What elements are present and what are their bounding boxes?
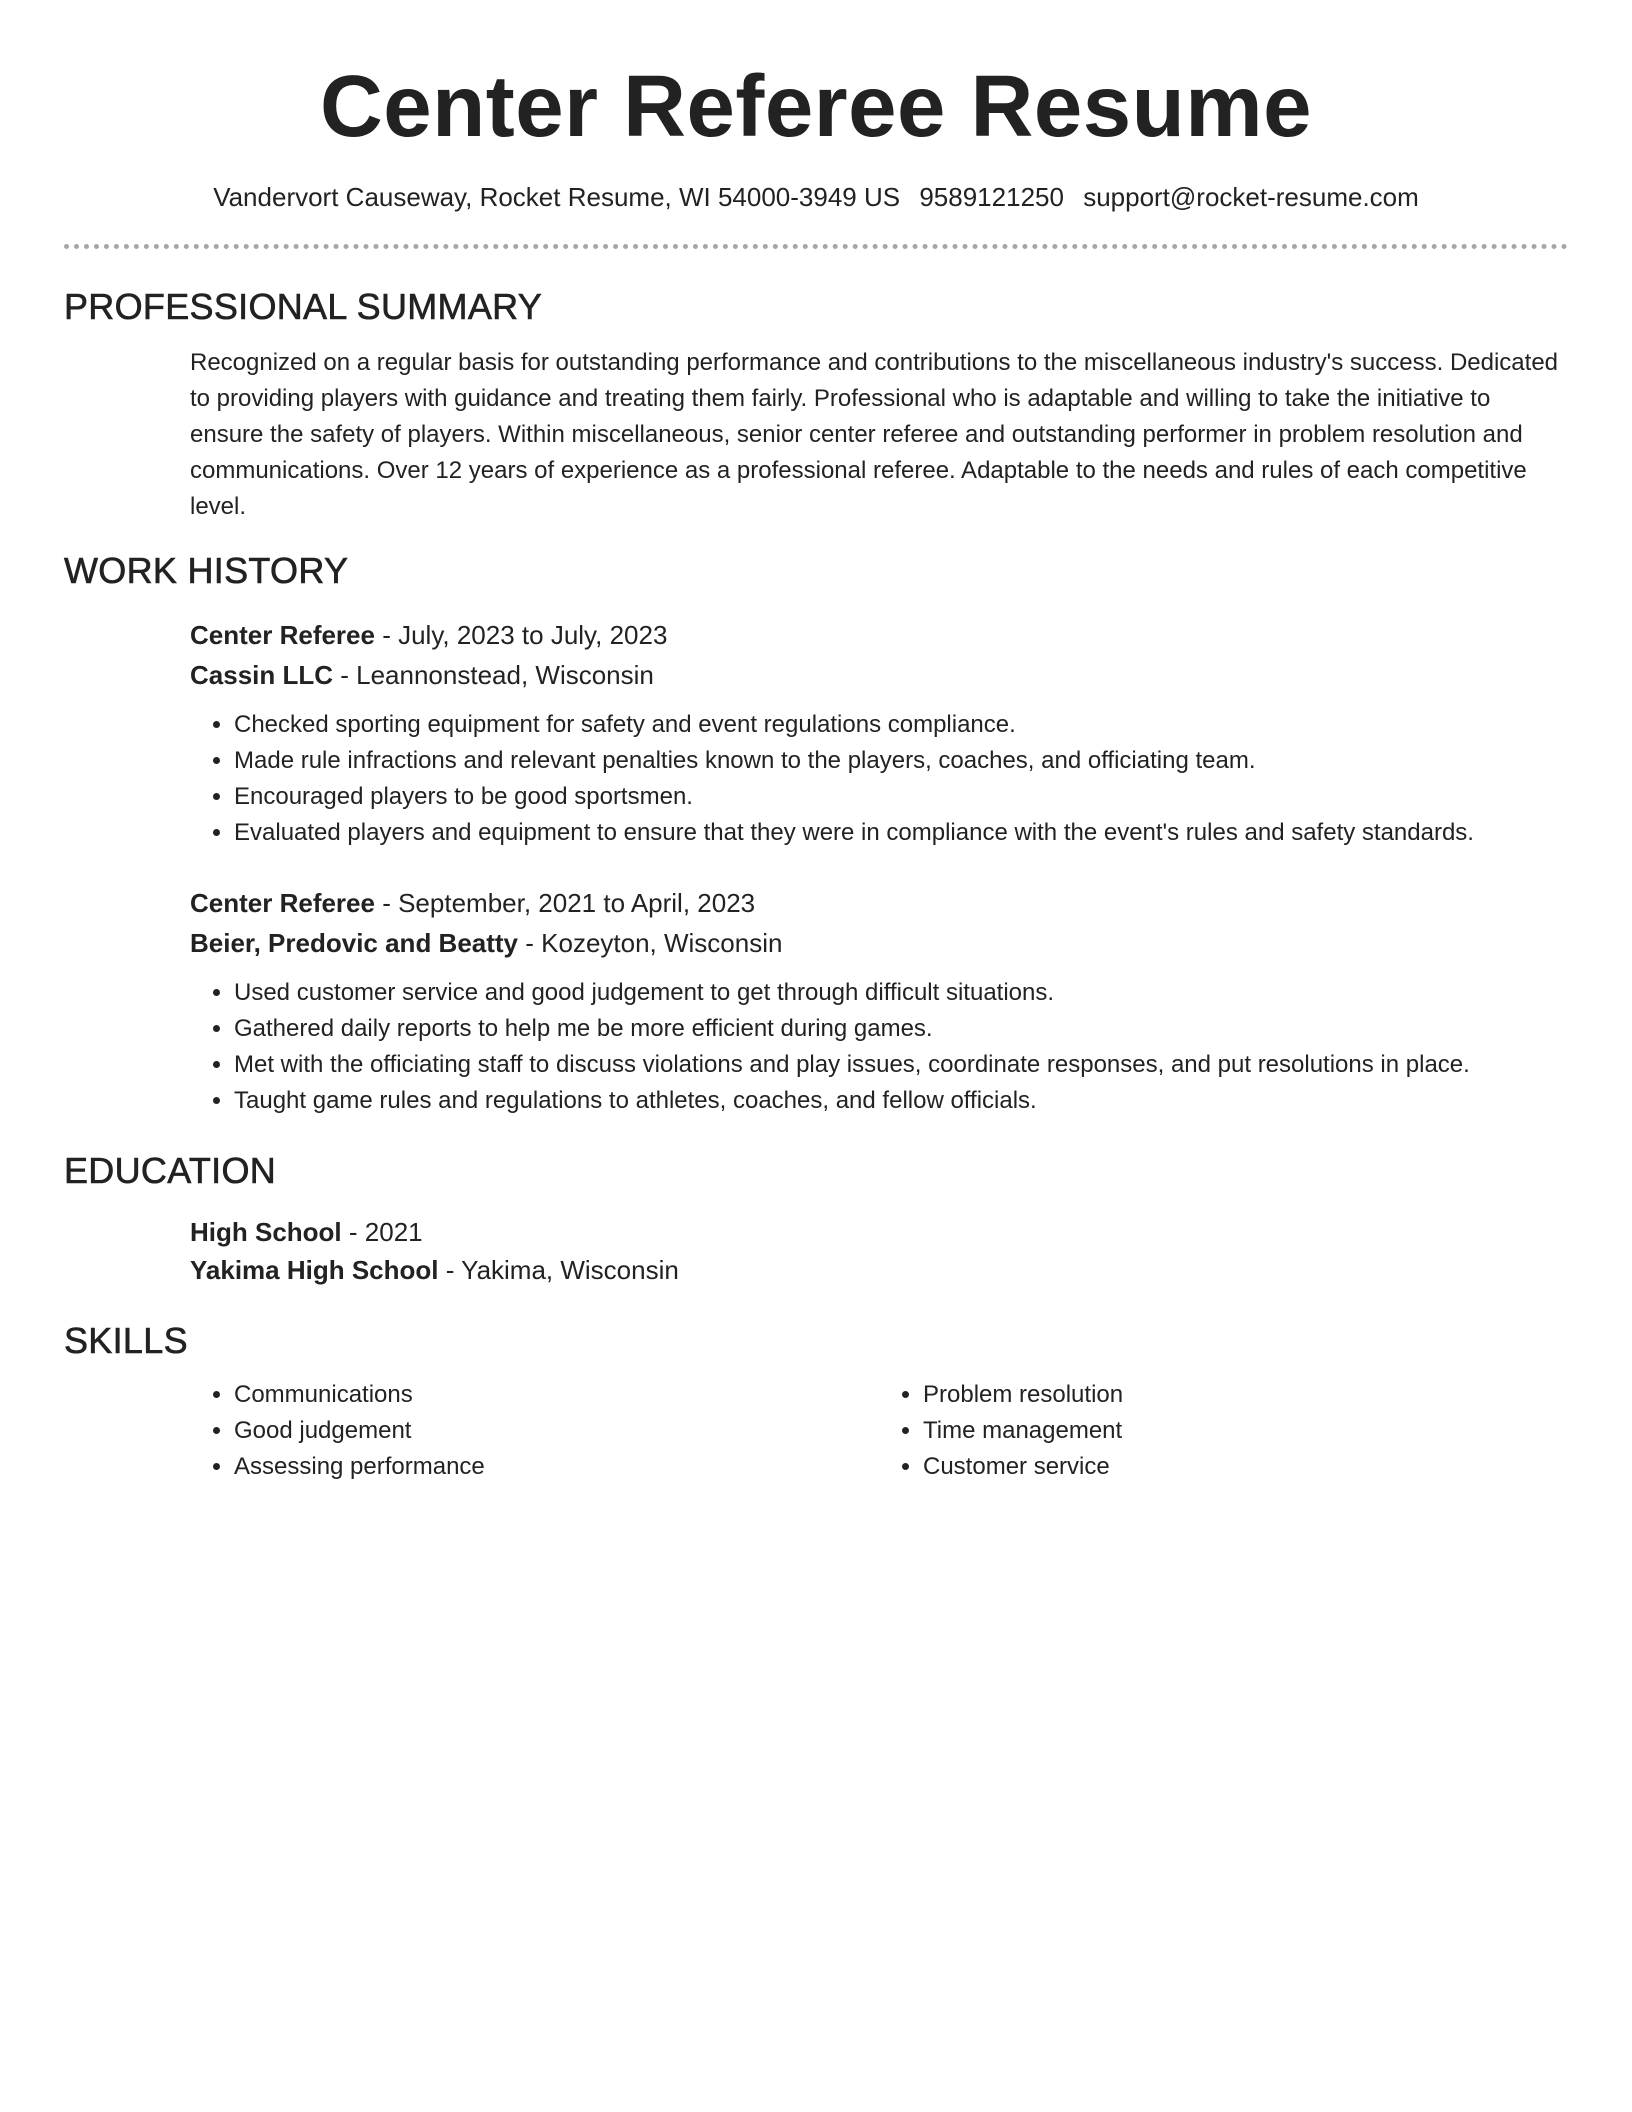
contact-email: support@rocket-resume.com (1083, 182, 1419, 212)
skill-item: • Assessing performance (234, 1449, 879, 1485)
job-location: - Leannonstead, Wisconsin (333, 660, 654, 690)
job-title-line (190, 615, 1568, 655)
work-section (64, 549, 1568, 1119)
education-body (190, 1213, 1568, 1289)
education-degree-line (190, 1213, 1568, 1251)
job-title: Center Referee (190, 620, 375, 650)
job-company-line (190, 923, 1568, 963)
job-dates: - July, 2023 to July, 2023 (374, 620, 668, 650)
list-item: • Made rule infractions and relevant penalties known to the players, coaches, and officiating team. (234, 743, 1568, 779)
list-item: • Taught game rules and regulations to athletes, coaches, and fellow officials. (234, 1083, 1568, 1119)
job-company: Beier, Predovic and Beatty (190, 928, 519, 958)
skill-item: • Communications (234, 1377, 879, 1413)
list-item: • Met with the officiating staff to discuss violations and play issues, coordinate responses, and put resolutions in place. (234, 1047, 1568, 1083)
job-title-line (190, 883, 1568, 923)
summary-body (190, 345, 1568, 525)
skill-item: • Time management (923, 1413, 1568, 1449)
job-entry (190, 615, 1568, 851)
education-degree: High School (190, 1217, 342, 1247)
list-item: • Evaluated players and equipment to ensure that they were in compliance with the event's rules and safety standards. (234, 815, 1568, 851)
education-school-line (190, 1251, 1568, 1289)
list-item: • Checked sporting equipment for safety and event regulations compliance. (234, 707, 1568, 743)
list-item: • Encouraged players to be good sportsmen. (234, 779, 1568, 815)
page-title: Center Referee Resume (319, 58, 1313, 155)
summary-section (64, 285, 1568, 525)
job-location: - Kozeyton, Wisconsin (518, 928, 783, 958)
work-heading: WORK HISTORY (64, 550, 349, 591)
contact-line (64, 180, 1568, 214)
skills-section (64, 1319, 1568, 1485)
job-title: Center Referee (190, 888, 375, 918)
education-heading: EDUCATION (64, 1150, 277, 1191)
skills-body (190, 1377, 1568, 1485)
job-entry (190, 883, 1568, 1119)
job-bullets (190, 975, 1568, 1119)
job-bullets (190, 707, 1568, 851)
header-divider (64, 244, 1568, 249)
education-year: - 2021 (341, 1217, 423, 1247)
contact-phone: 9589121250 (919, 182, 1064, 212)
summary-text: Recognized on a regular basis for outstanding performance and contributions to the miscellaneous industry's success. Dedicated to providing players with guidance and treating them fairly. Professional who is adaptable and willing to take the initiative to ensure the safety of players. Within miscellaneous, senior center referee and outstanding performer in problem resolution and communications. Over 12 years of experience as a professional referee. Adaptable to the needs and rules of each competitive level. (190, 349, 1559, 520)
job-company-line (190, 655, 1568, 695)
skill-item: • Problem resolution (923, 1377, 1568, 1413)
job-company: Cassin LLC (190, 660, 334, 690)
skill-item: • Customer service (923, 1449, 1568, 1485)
contact-address: Vandervort Causeway, Rocket Resume, WI 54000-3949 US (213, 182, 901, 212)
education-school: Yakima High School (190, 1255, 439, 1285)
education-location: - Yakima, Wisconsin (438, 1255, 679, 1285)
skill-item: • Good judgement (234, 1413, 879, 1449)
summary-heading: PROFESSIONAL SUMMARY (64, 286, 543, 327)
skills-list-right (879, 1377, 1568, 1485)
skills-heading: SKILLS (64, 1320, 188, 1361)
education-section (64, 1149, 1568, 1289)
list-item: • Used customer service and good judgement to get through difficult situations. (234, 975, 1568, 1011)
skills-list-left (190, 1377, 879, 1485)
work-body (190, 615, 1568, 1119)
list-item: • Gathered daily reports to help me be more efficient during games. (234, 1011, 1568, 1047)
job-dates: - September, 2021 to April, 2023 (374, 888, 756, 918)
